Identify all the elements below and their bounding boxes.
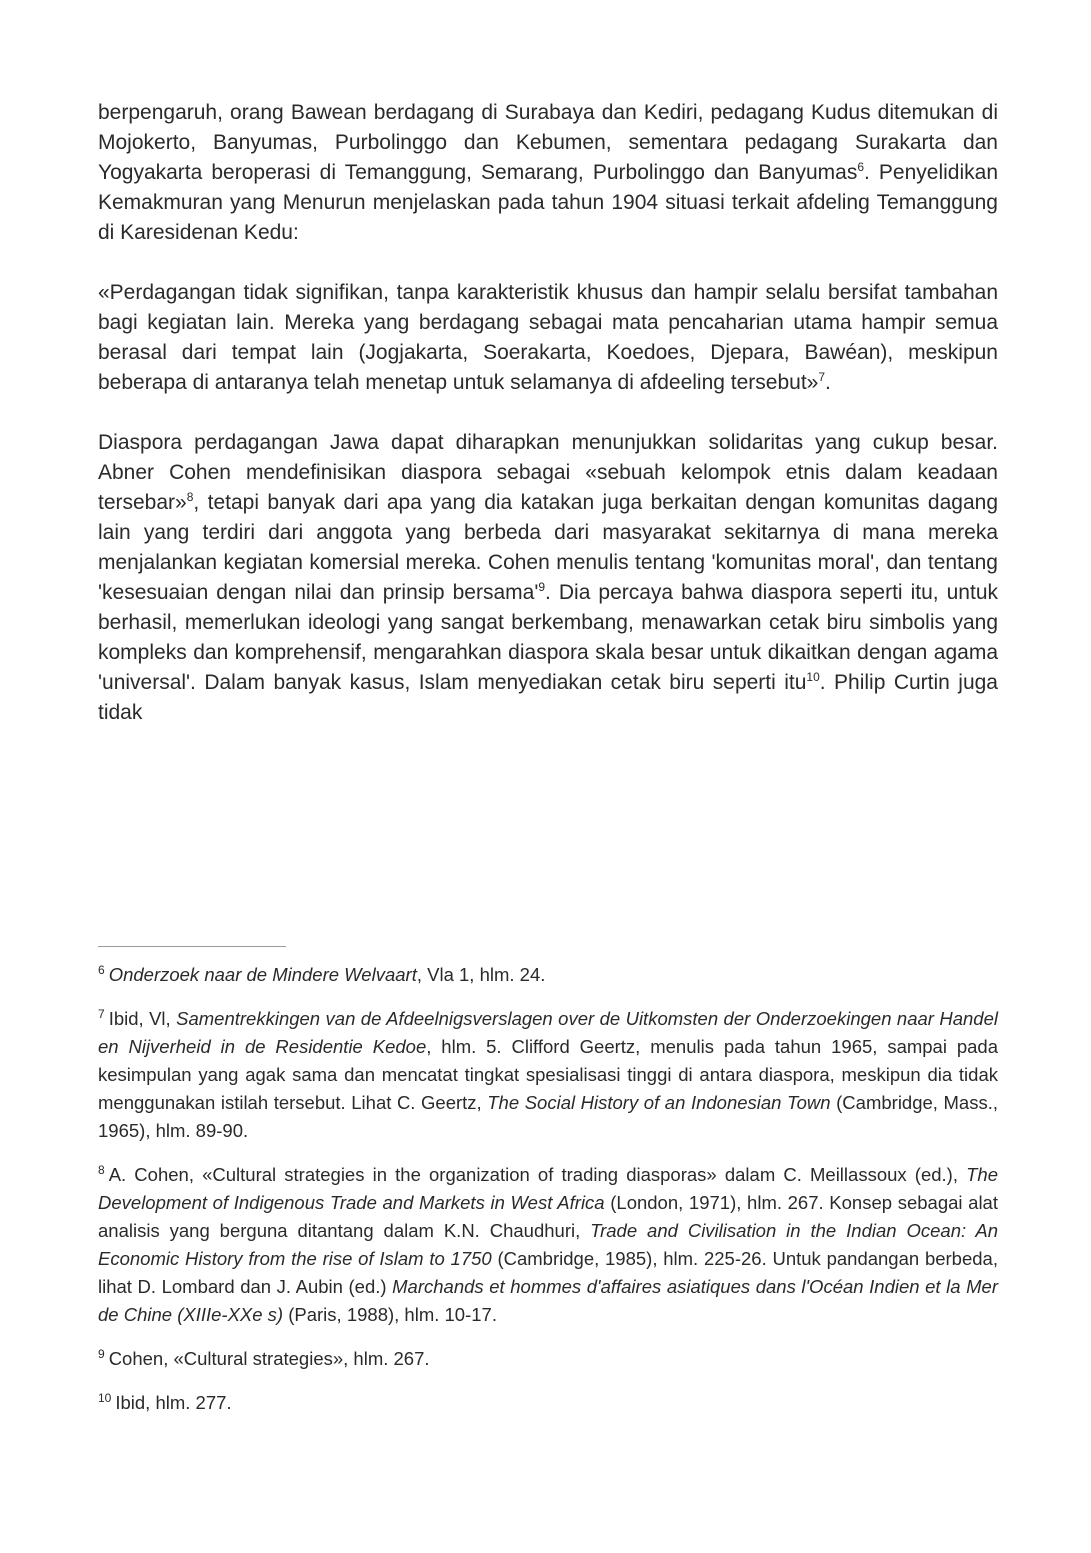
footnote-ref-7[interactable]: 7 [818, 370, 826, 384]
paragraph-3-text-cont: , tetapi banyak dari apa yang dia katakan juga berkaitan dengan komunitas dagang lain yang terdiri dari anggota yang berbeda dari masyarakat sekitarnya di mana mereka menjalankan kegiatan komersial mereka. Cohen menulis tentang 'komunitas moral', dan tentang 'kesesuaian dengan nilai dan prinsip bersama' [98, 491, 998, 604]
footnote-number: 7 [98, 1006, 105, 1021]
footnote-6 [98, 961, 998, 989]
footnote-title: Samentrekkingen van de Afdeelnigsverslagen over de Uitkomsten der Onderzoekingen naar Handel en Nijverheid in de Residentie Kedoe [98, 1008, 998, 1057]
paragraph-1 [98, 98, 998, 248]
footnote-title: The Social History of an Indonesian Town [487, 1092, 831, 1113]
main-text [98, 98, 998, 728]
footnote-ref-8[interactable]: 8 [186, 490, 194, 504]
footnote-text: A. Cohen, «Cultural strategies in the organization of trading diasporas» dalam C. Meillassoux (ed.), [108, 1164, 967, 1185]
footnote-ref-9[interactable]: 9 [538, 580, 546, 594]
footnote-text: , hlm. 5. Clifford Geertz, menulis pada tahun 1965, sampai pada kesimpulan yang agak sama dan mencatat tingkat spesialisasi tinggi di antara diaspora, meskipun dia tidak menggunakan istilah tersebut. Lihat C. Geertz, [98, 1036, 999, 1113]
footnote-number: 8 [98, 1162, 105, 1177]
footnote-7 [98, 1005, 998, 1145]
paragraph-1-text: berpengaruh, orang Bawean berdagang di Surabaya dan Kediri, pedagang Kudus ditemukan di Mojokerto, Banyumas, Purbolinggo dan Kebumen, sementara pedagang Surakarta dan Yogyakarta beroperasi di Temanggung, Semarang, Purbolinggo dan Banyumas [98, 101, 998, 184]
quote-paragraph [98, 278, 998, 398]
footnote-title: Trade and Civilisation in the Indian Ocean: An Economic History from the rise of Islam to 1750 [98, 1220, 998, 1269]
footnote-ref-6[interactable]: 6 [857, 160, 865, 174]
footnote-text: (Cambridge, Mass., 1965), hlm. 89-90. [98, 1092, 998, 1141]
footnote-text: Ibid, hlm. 277. [115, 1392, 232, 1413]
footnote-ref-10[interactable]: 10 [806, 670, 820, 684]
footnote-number: 6 [98, 962, 105, 977]
paragraph-1-text-cont: . Penyelidikan Kemakmuran yang Menurun menjelaskan pada tahun 1904 situasi terkait afdeling Temanggung di Karesidenan Kedu: [98, 161, 998, 244]
footnote-text: , Vla 1, hlm. 24. [416, 964, 546, 985]
footnote-9 [98, 1345, 998, 1373]
footnote-8 [98, 1161, 998, 1329]
footnote-text: (Paris, 1988), hlm. 10-17. [283, 1304, 497, 1325]
footnote-number: 10 [98, 1390, 112, 1405]
footnote-title: The Development of Indigenous Trade and Markets in West Africa [98, 1164, 998, 1213]
quote-text-cont: . [825, 371, 831, 394]
footnote-text: (Cambridge, 1985), hlm. 225-26. Untuk pandangan berbeda, lihat D. Lombard dan J. Aubin (ed.) [98, 1248, 998, 1297]
footnote-text: Cohen, «Cultural strategies», hlm. 267. [108, 1348, 430, 1369]
footnote-text: (London, 1971), hlm. 267. Konsep sebagai alat analisis yang berguna ditantang dalam K.N. Chaudhuri, [98, 1192, 998, 1241]
footnote-title: Onderzoek naar de Mindere Welvaart [108, 964, 417, 985]
footnotes [98, 946, 998, 1433]
footnote-divider [98, 946, 286, 947]
footnote-title: Marchands et hommes d'affaires asiatiques dans l'Océan Indien et la Mer de Chine (XIIIe-XXe s) [98, 1276, 998, 1325]
paragraph-3 [98, 428, 998, 728]
paragraph-3-text: Diaspora perdagangan Jawa dapat diharapkan menunjukkan solidaritas yang cukup besar. Abner Cohen mendefinisikan diaspora sebagai «sebuah kelompok etnis dalam keadaan tersebar» [98, 431, 998, 514]
quote-text: «Perdagangan tidak signifikan, tanpa karakteristik khusus dan hampir selalu bersifat tambahan bagi kegiatan lain. Mereka yang berdagang sebagai mata pencaharian utama hampir semua berasal dari tempat lain (Jogjakarta, Soerakarta, Koedoes, Djepara, Bawéan), meskipun beberapa di antaranya telah menetap untuk selamanya di afdeeling tersebut» [98, 281, 998, 394]
paragraph-3-text-cont3: . Philip Curtin juga tidak [98, 671, 998, 724]
footnote-text: Ibid, Vl, [108, 1008, 177, 1029]
paragraph-3-text-cont2: . Dia percaya bahwa diaspora seperti itu, untuk berhasil, memerlukan ideologi yang sangat berkembang, menawarkan cetak biru simbolis yang kompleks dan komprehensif, mengarahkan diaspora skala besar untuk dikaitkan dengan agama 'universal'. Dalam banyak kasus, Islam menyediakan cetak biru seperti itu [98, 581, 999, 694]
footnote-10 [98, 1389, 998, 1417]
footnote-number: 9 [98, 1346, 105, 1361]
